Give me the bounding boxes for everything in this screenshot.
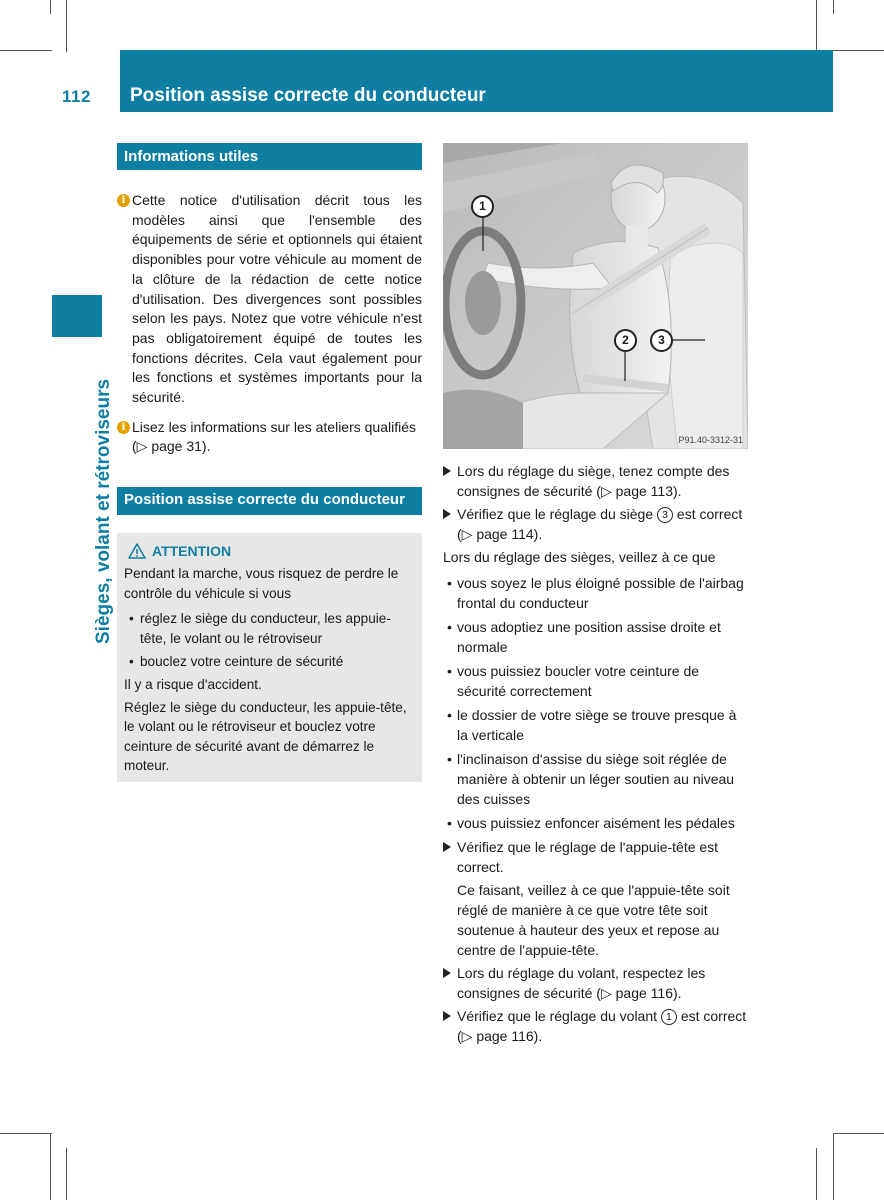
left-column xyxy=(117,143,422,782)
chapter-tab xyxy=(52,295,102,337)
step: Lors du réglage du siège, tenez compte des consignes de sécurité (▷ page 113). xyxy=(443,461,748,501)
page-number: 112 xyxy=(62,87,91,106)
driver-illustration-svg xyxy=(443,143,748,449)
step: Vérifiez que le réglage du siège 3 est correct (▷ page 114). xyxy=(443,504,748,544)
info-icon: i xyxy=(117,194,130,207)
crop-mark xyxy=(833,1133,884,1134)
crop-mark xyxy=(816,1148,817,1200)
seat-bullet: • le dossier de votre siège se trouve presque à la verticale xyxy=(447,707,737,743)
chapter-title: Sièges, volant et rétroviseurs xyxy=(93,378,114,644)
arrow-icon xyxy=(443,466,451,476)
warning-intro: Pendant la marche, vous risquez de perdre le contrôle du véhicule si vous xyxy=(124,566,399,601)
info-note-text: Cette notice d'utilisation décrit tous les modèles ainsi que l'ensemble des équipements de série et optionnels qui étaient disponibles pour votre véhicule au moment de la clôture de la rédaction de cette notice d'utilisation. Des divergences sont possibles selon les pays. Notez que votre véhicule n'est pas obligatoirement équipé de toutes les fonctions décrites. Cela vaut également pour les fonctions et systèmes importants pour la sécurité. xyxy=(132,192,422,406)
callout-ref-1: 1 xyxy=(661,1009,677,1025)
crop-mark xyxy=(50,1133,51,1200)
seat-bullet: • vous puissiez boucler votre ceinture de sécurité correctement xyxy=(447,663,700,699)
callout-1: 1 xyxy=(471,195,494,218)
step-detail: Ce faisant, veillez à ce que l'appuie-tête soit réglé de manière à ce que votre tête soit soutenue à hauteur des yeux et repose au centre de l'appuie-tête. xyxy=(457,882,730,958)
crop-mark xyxy=(0,1133,52,1134)
seats-intro: Lors du réglage des sièges, veillez à ce que xyxy=(443,549,716,565)
crop-mark xyxy=(833,1133,834,1200)
position-section-header: Position assise correcte du conducteur xyxy=(117,487,422,515)
warning-box xyxy=(117,533,422,782)
warning-heading xyxy=(128,542,415,560)
warning-advice: Réglez le siège du conducteur, les appuie-tête, le volant ou le rétroviseur et bouclez votre ceinture de sécurité avant de démarrez le moteur. xyxy=(124,699,407,774)
page-title-bar xyxy=(120,50,833,112)
info-section-header: Informations utiles xyxy=(117,143,422,170)
info-note xyxy=(117,191,422,408)
crop-mark xyxy=(66,0,67,52)
page-header xyxy=(52,50,833,112)
step: Vérifiez que le réglage de l'appuie-tête est correct. xyxy=(443,837,748,877)
crop-mark xyxy=(833,0,834,14)
figure-code: P91.40-3312-31 xyxy=(678,435,743,445)
callout-2: 2 xyxy=(614,329,637,352)
warning-risk: Il y a risque d'accident. xyxy=(124,677,262,693)
arrow-icon xyxy=(443,842,451,852)
arrow-icon xyxy=(443,509,451,519)
page-number-box xyxy=(52,50,118,112)
info-icon: i xyxy=(117,421,130,434)
crop-mark xyxy=(50,0,51,14)
crop-mark xyxy=(833,50,884,51)
crop-mark xyxy=(0,50,52,51)
step: Lors du réglage du volant, respectez les consignes de sécurité (▷ page 116). xyxy=(443,963,748,1003)
page-title: Position assise correcte du conducteur xyxy=(130,85,486,106)
driver-seat-illustration xyxy=(443,143,748,449)
info-note-text: Lisez les informations sur les ateliers qualifiés (▷ page 31). xyxy=(132,418,417,455)
warning-bullet: • réglez le siège du conducteur, les appuie-tête, le volant ou le rétroviseur xyxy=(129,611,391,646)
warning-triangle-icon xyxy=(128,543,146,559)
callout-ref-3: 3 xyxy=(657,507,673,523)
seat-bullet: • vous adoptiez une position assise droite et normale xyxy=(447,619,721,655)
seat-bullet: • vous puissiez enfoncer aisément les pédales xyxy=(447,815,735,831)
seat-bullet: • vous soyez le plus éloigné possible de l'airbag frontal du conducteur xyxy=(447,575,744,611)
warning-bullet: • bouclez votre ceinture de sécurité xyxy=(129,653,344,669)
callout-3: 3 xyxy=(650,329,673,352)
seat-bullet: • l'inclinaison d'assise du siège soit réglée de manière à obtenir un léger soutien au niveau des cuisses xyxy=(447,751,735,807)
right-column xyxy=(443,143,748,1046)
crop-mark xyxy=(66,1148,67,1200)
warning-label: ATTENTION xyxy=(152,543,232,560)
crop-mark xyxy=(816,0,817,52)
arrow-icon xyxy=(443,1011,451,1021)
step: Vérifiez que le réglage du volant 1 est correct (▷ page 116). xyxy=(443,1006,748,1046)
info-note xyxy=(117,418,422,457)
arrow-icon xyxy=(443,968,451,978)
